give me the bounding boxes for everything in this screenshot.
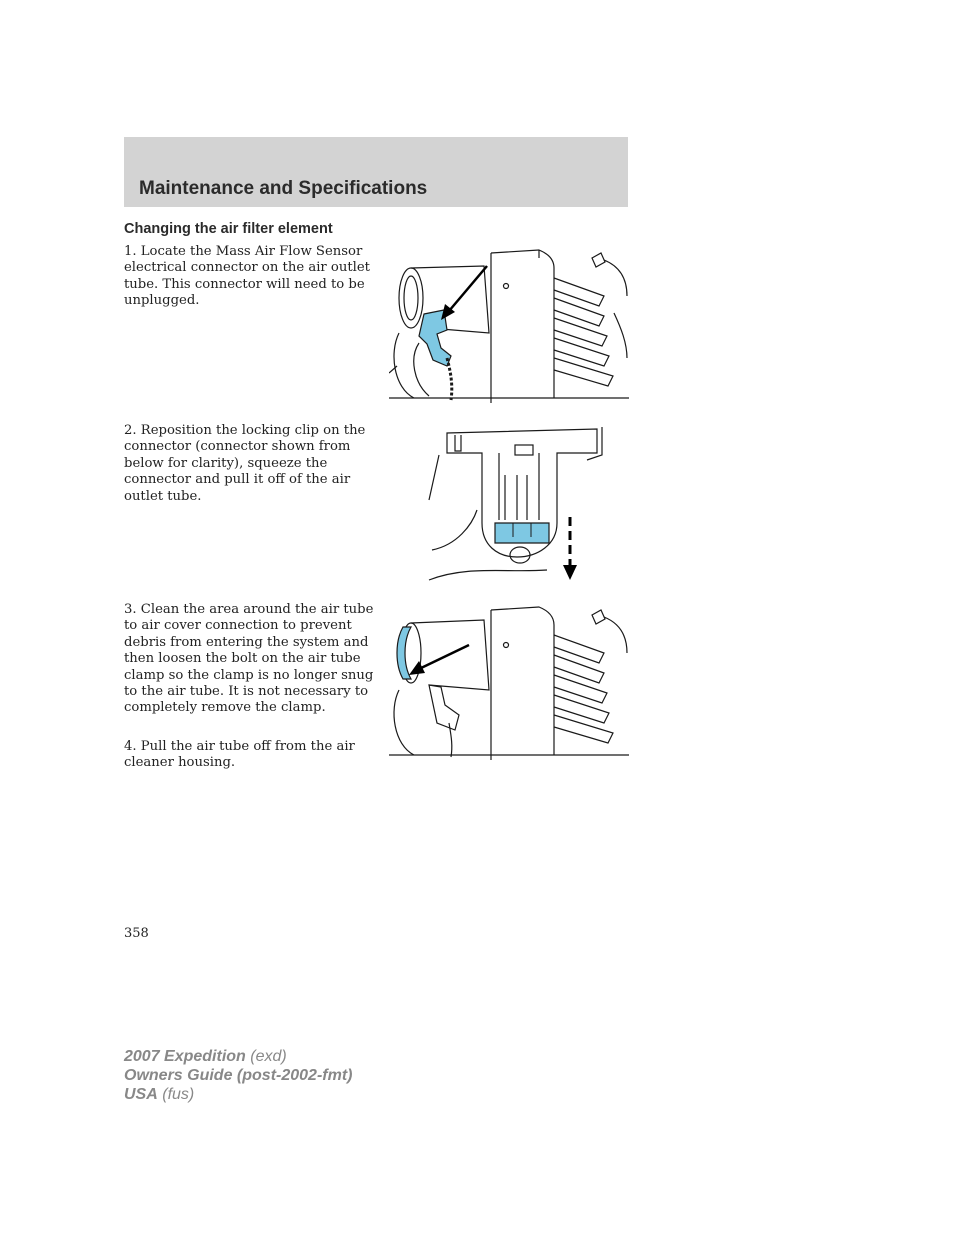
step-2-text: 2. Reposition the locking clip on the connector (connector shown from below for clarity), squeeze the connector and pull it off of the air outlet tube. (124, 423, 366, 504)
step-3-text: 3. Clean the area around the air tube to air cover connection to prevent debris from entering the system and then loosen the bolt on the air tube clamp so the clamp is no longer snug to the air tube. It is not necessary to completely remove the clamp. (124, 602, 374, 716)
arrow-icon (409, 645, 469, 675)
page-number: 358 (124, 926, 149, 941)
arrow-icon (441, 266, 487, 320)
footer-region-code: (fus) (162, 1086, 195, 1103)
footer-model-code: (exd) (250, 1048, 287, 1065)
step-1-text: 1. Locate the Mass Air Flow Sensor electrical connector on the air outlet tube. This connector will need to be unplugged. (124, 244, 370, 309)
figure-air-tube-clamp (389, 605, 629, 763)
figure-maf-connector (389, 248, 629, 406)
step-4-text: 4. Pull the air tube off from the air cleaner housing. (124, 739, 355, 771)
footer-line-3 (124, 1085, 352, 1104)
document-footer (124, 1047, 352, 1104)
subheading: Changing the air filter element (124, 221, 333, 237)
section-title: Maintenance and Specifications (139, 178, 428, 199)
footer-line-2 (124, 1066, 352, 1085)
dashed-down-arrow-icon (563, 517, 577, 580)
footer-region: USA (124, 1086, 158, 1103)
footer-model: 2007 Expedition (124, 1048, 246, 1065)
footer-guide: Owners Guide (post-2002-fmt) (124, 1067, 353, 1084)
footer-line-1 (124, 1047, 352, 1066)
figure-locking-clip (427, 425, 627, 585)
